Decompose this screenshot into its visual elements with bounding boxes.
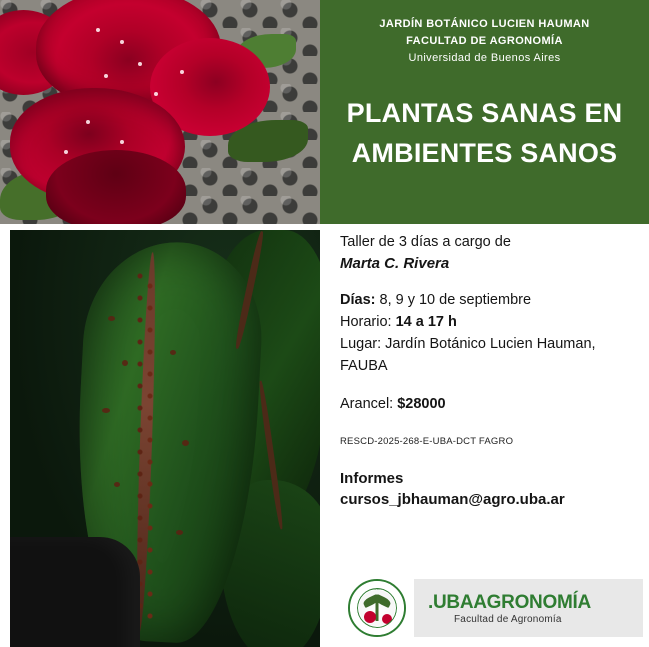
uba-agronomia-logo: [414, 579, 643, 637]
event-details: [340, 232, 640, 510]
time-row: [340, 312, 640, 332]
fee-value: $28000: [397, 396, 446, 412]
title-line-1: PLANTAS SANAS EN: [346, 98, 623, 128]
flower-pot: [10, 537, 140, 647]
poster-header: [320, 0, 649, 224]
water-droplet: [120, 140, 124, 144]
water-droplet: [86, 120, 90, 124]
days-value: 8, 9 y 10 de septiembre: [379, 292, 532, 308]
organization-line-1: JARDÍN BOTÁNICO LUCIEN HAUMAN: [379, 18, 590, 30]
leaf-lesion: [122, 360, 128, 366]
leaf-lesion: [176, 530, 183, 535]
footer-logos: [348, 578, 643, 638]
leaf-lesion: [170, 350, 176, 355]
place-label: Lugar:: [340, 336, 382, 352]
organization-line-3: Universidad de Buenos Aires: [408, 52, 561, 64]
leaf-lesion: [102, 408, 110, 413]
uba-suffix: AGRONOMÍA: [473, 591, 591, 613]
contact-email[interactable]: cursos_jbhauman@agro.uba.ar: [340, 491, 565, 508]
contact-title: Informes: [340, 470, 404, 487]
place-value: Jardín Botánico Lucien Hauman,: [385, 336, 596, 352]
logo-ring: [350, 581, 404, 635]
uba-subtitle: Facultad de Agronomía: [454, 613, 562, 625]
petunia-photo: [0, 0, 320, 224]
uba-wordmark: [428, 592, 643, 614]
water-droplet: [180, 70, 184, 74]
diseased-leaf-photo: [10, 230, 320, 647]
leaf-lesion: [108, 316, 115, 321]
logo-bottom-text: FACULTAD DE AGRONOMÍA UBA: [351, 629, 403, 633]
water-droplet: [64, 150, 68, 154]
place-row: [340, 334, 640, 354]
logo-top-text: JARDÍN BOTÁNICO LUCIEN HAUMAN: [355, 583, 399, 591]
place-value-line2: FAUBA: [340, 358, 388, 374]
time-value: 14 a 17 h: [395, 314, 457, 330]
speaker-name: Marta C. Rivera: [340, 255, 450, 272]
flower-bloom: [46, 150, 186, 224]
water-droplet: [154, 92, 158, 96]
days-row: [340, 290, 640, 310]
uba-prefix: .UBA: [428, 591, 474, 613]
resolution-code: RESCD-2025-268-E-UBA-DCT FAGRO: [340, 436, 514, 447]
leaf-lesion: [182, 440, 189, 446]
days-label: Días:: [340, 292, 376, 308]
fee-label: Arancel:: [340, 396, 394, 412]
jardin-botanico-logo-icon: [348, 579, 406, 637]
page-title: [336, 93, 633, 173]
fee-row: [340, 394, 640, 414]
leaf-lesion: [114, 482, 120, 487]
time-label: Horario:: [340, 314, 392, 330]
workshop-intro: Taller de 3 días a cargo de: [340, 234, 511, 250]
water-droplet: [120, 40, 124, 44]
water-droplet: [96, 28, 100, 32]
title-line-2: AMBIENTES SANOS: [351, 138, 618, 168]
water-droplet: [138, 62, 142, 66]
organization-line-2: FACULTAD DE AGRONOMÍA: [406, 35, 563, 47]
water-droplet: [104, 74, 108, 78]
